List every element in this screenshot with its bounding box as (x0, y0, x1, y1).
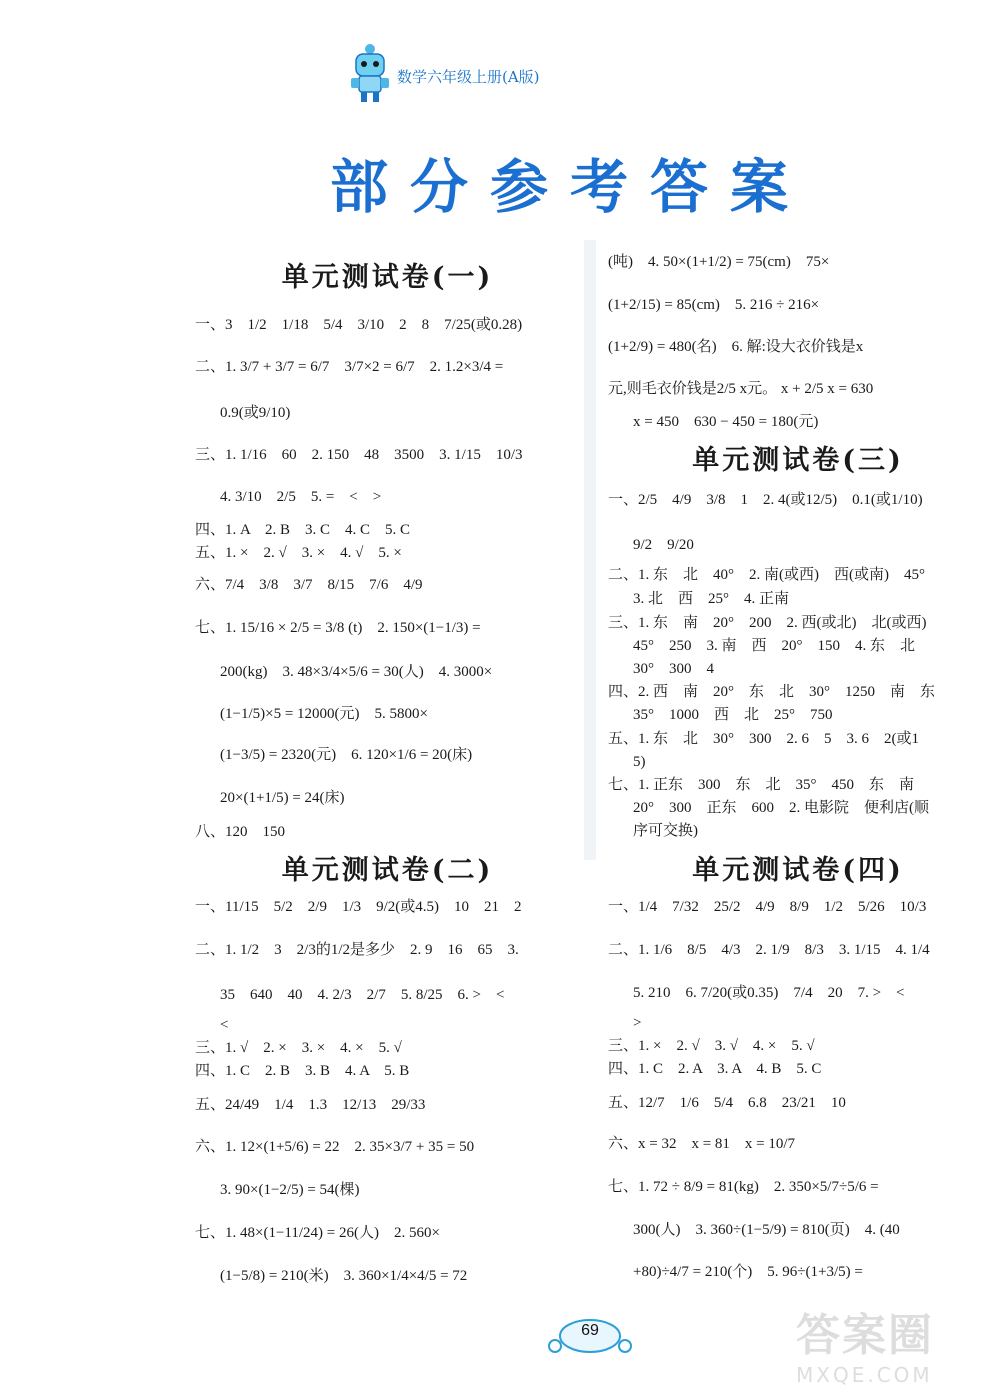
unit-3-title: 单元测试卷(三) (692, 445, 904, 476)
answer-line: 3. 90×(1−2/5) = 54(棵) (220, 1182, 360, 1198)
answer-line: (吨) 4. 50×(1+1/2) = 75(cm) 75× (608, 254, 830, 270)
answer-line: 五、12/7 1/6 5/4 6.8 23/21 10 (608, 1095, 846, 1111)
answer-line: 五、24/49 1/4 1.3 12/13 29/33 (195, 1097, 426, 1113)
answer-line: 35° 1000 西 北 25° 750 (633, 707, 833, 723)
answer-line: 3. 北 西 25° 4. 正南 (633, 591, 789, 607)
answer-line: 序可交换) (633, 823, 698, 839)
page-title: 部分参考答案 (330, 153, 811, 221)
answer-line: > (633, 1015, 642, 1031)
page-number-badge (545, 1312, 635, 1356)
answer-line: 一、3 1/2 1/18 5/4 3/10 2 8 7/25(或0.28) (195, 317, 523, 333)
answer-line: 35 640 40 4. 2/3 2/7 5. 8/25 6. > < (220, 987, 505, 1003)
answer-line: 元,则毛衣价钱是2/5 x元。 x + 2/5 x = 630 (608, 381, 874, 397)
watermark-bottom: MXQE.COM (796, 1363, 933, 1387)
answer-line: 四、2. 西 南 20° 东 北 30° 1250 南 东 (608, 684, 935, 700)
answer-line: 七、1. 48×(1−11/24) = 26(人) 2. 560× (195, 1225, 440, 1241)
column-divider (584, 240, 596, 860)
answer-line: x = 450 630 − 450 = 180(元) (633, 414, 819, 430)
unit-1-title: 单元测试卷(一) (281, 262, 494, 293)
unit-2 (195, 848, 580, 887)
answer-line: 八、120 150 (195, 824, 286, 840)
answer-line: 一、1/4 7/32 25/2 4/9 8/9 1/2 5/26 10/3 (608, 899, 927, 915)
answer-line: 七、1. 正东 300 东 北 35° 450 东 南 (608, 777, 915, 793)
answer-line: 30° 300 4 (633, 661, 714, 677)
answer-line: 六、7/4 3/8 3/7 8/15 7/6 4/9 (195, 577, 423, 593)
answer-line: 四、1. C 2. A 3. A 4. B 5. C (608, 1061, 822, 1077)
answer-line: (1−1/5)×5 = 12000(元) 5. 5800× (220, 706, 428, 722)
unit-1 (195, 255, 580, 294)
book-header (345, 40, 575, 110)
answer-line: 9/2 9/20 (633, 537, 694, 553)
answer-line: 二、1. 3/7 + 3/7 = 6/7 3/7×2 = 6/7 2. 1.2×3/4 = (195, 359, 504, 375)
answer-line: 一、2/5 4/9 3/8 1 2. 4(或12/5) 0.1(或1/10) (608, 492, 923, 508)
watermark-top: 答案圈 (796, 1310, 934, 1361)
answer-line: 三、1. √ 2. × 3. × 4. × 5. √ (195, 1040, 402, 1056)
answer-line: (1−5/8) = 210(米) 3. 360×1/4×4/5 = 72 (220, 1268, 468, 1284)
answer-line: 20° 300 正东 600 2. 电影院 便利店(顺 (633, 800, 929, 816)
answer-line: 三、1. 东 南 20° 200 2. 西(或北) 北(或西) (608, 615, 927, 631)
answer-line: 四、1. A 2. B 3. C 4. C 5. C (195, 522, 411, 538)
answer-line: 200(kg) 3. 48×3/4×5/6 = 30(人) 4. 3000× (220, 664, 493, 680)
answer-line: 二、1. 东 北 40° 2. 南(或西) 西(或南) 45° (608, 567, 925, 583)
watermark (796, 1299, 986, 1387)
answer-line: 20×(1+1/5) = 24(床) (220, 790, 345, 806)
robot-mascot-icon (345, 40, 395, 105)
unit-3 (608, 438, 988, 477)
answer-line: 六、x = 32 x = 81 x = 10/7 (608, 1136, 796, 1152)
answer-line: 六、1. 12×(1+5/6) = 22 2. 35×3/7 + 35 = 50 (195, 1139, 475, 1155)
answer-line: 七、1. 72 ÷ 8/9 = 81(kg) 2. 350×5/7÷5/6 = (608, 1179, 879, 1195)
unit-4-title: 单元测试卷(四) (692, 855, 904, 886)
page-number: 69 (581, 1322, 599, 1339)
answer-line: 四、1. C 2. B 3. B 4. A 5. B (195, 1063, 410, 1079)
answer-line: 5) (633, 754, 646, 770)
answer-line: 五、1. × 2. √ 3. × 4. √ 5. × (195, 545, 402, 561)
answer-line: 一、11/15 5/2 2/9 1/3 9/2(或4.5) 10 21 2 (195, 899, 522, 915)
answer-line: 二、1. 1/2 3 2/3的1/2是多少 2. 9 16 65 3. (195, 942, 519, 958)
answer-line: (1+2/9) = 480(名) 6. 解:设大衣价钱是x (608, 339, 864, 355)
answer-line: < (220, 1017, 229, 1033)
answer-line: (1−3/5) = 2320(元) 6. 120×1/6 = 20(床) (220, 747, 473, 763)
answer-line: (1+2/15) = 85(cm) 5. 216 ÷ 216× (608, 297, 820, 313)
answer-line: 三、1. × 2. √ 3. √ 4. × 5. √ (608, 1038, 815, 1054)
answer-line: 4. 3/10 2/5 5. = < > (220, 489, 382, 505)
answer-line: 45° 250 3. 南 西 20° 150 4. 东 北 (633, 638, 915, 654)
answer-line: 五、1. 东 北 30° 300 2. 6 5 3. 6 2(或1 (608, 731, 919, 747)
answer-line: 三、1. 1/16 60 2. 150 48 3500 3. 1/15 10/3 (195, 447, 523, 463)
answer-line: 七、1. 15/16 × 2/5 = 3/8 (t) 2. 150×(1−1/3) = (195, 620, 481, 636)
answer-line: 二、1. 1/6 8/5 4/3 2. 1/9 8/3 3. 1/15 4. 1/4 (608, 942, 930, 958)
book-title: 数学六年级上册(A版) (397, 68, 540, 86)
answer-line: 5. 210 6. 7/20(或0.35) 7/4 20 7. > < (633, 985, 905, 1001)
answer-line: +80)÷4/7 = 210(个) 5. 96÷(1+3/5) = (633, 1264, 863, 1280)
unit-4 (608, 848, 988, 887)
answer-line: 300(人) 3. 360÷(1−5/9) = 810(页) 4. (40 (633, 1222, 900, 1238)
answer-line: 0.9(或9/10) (220, 405, 291, 421)
unit-2-title: 单元测试卷(二) (281, 855, 494, 886)
